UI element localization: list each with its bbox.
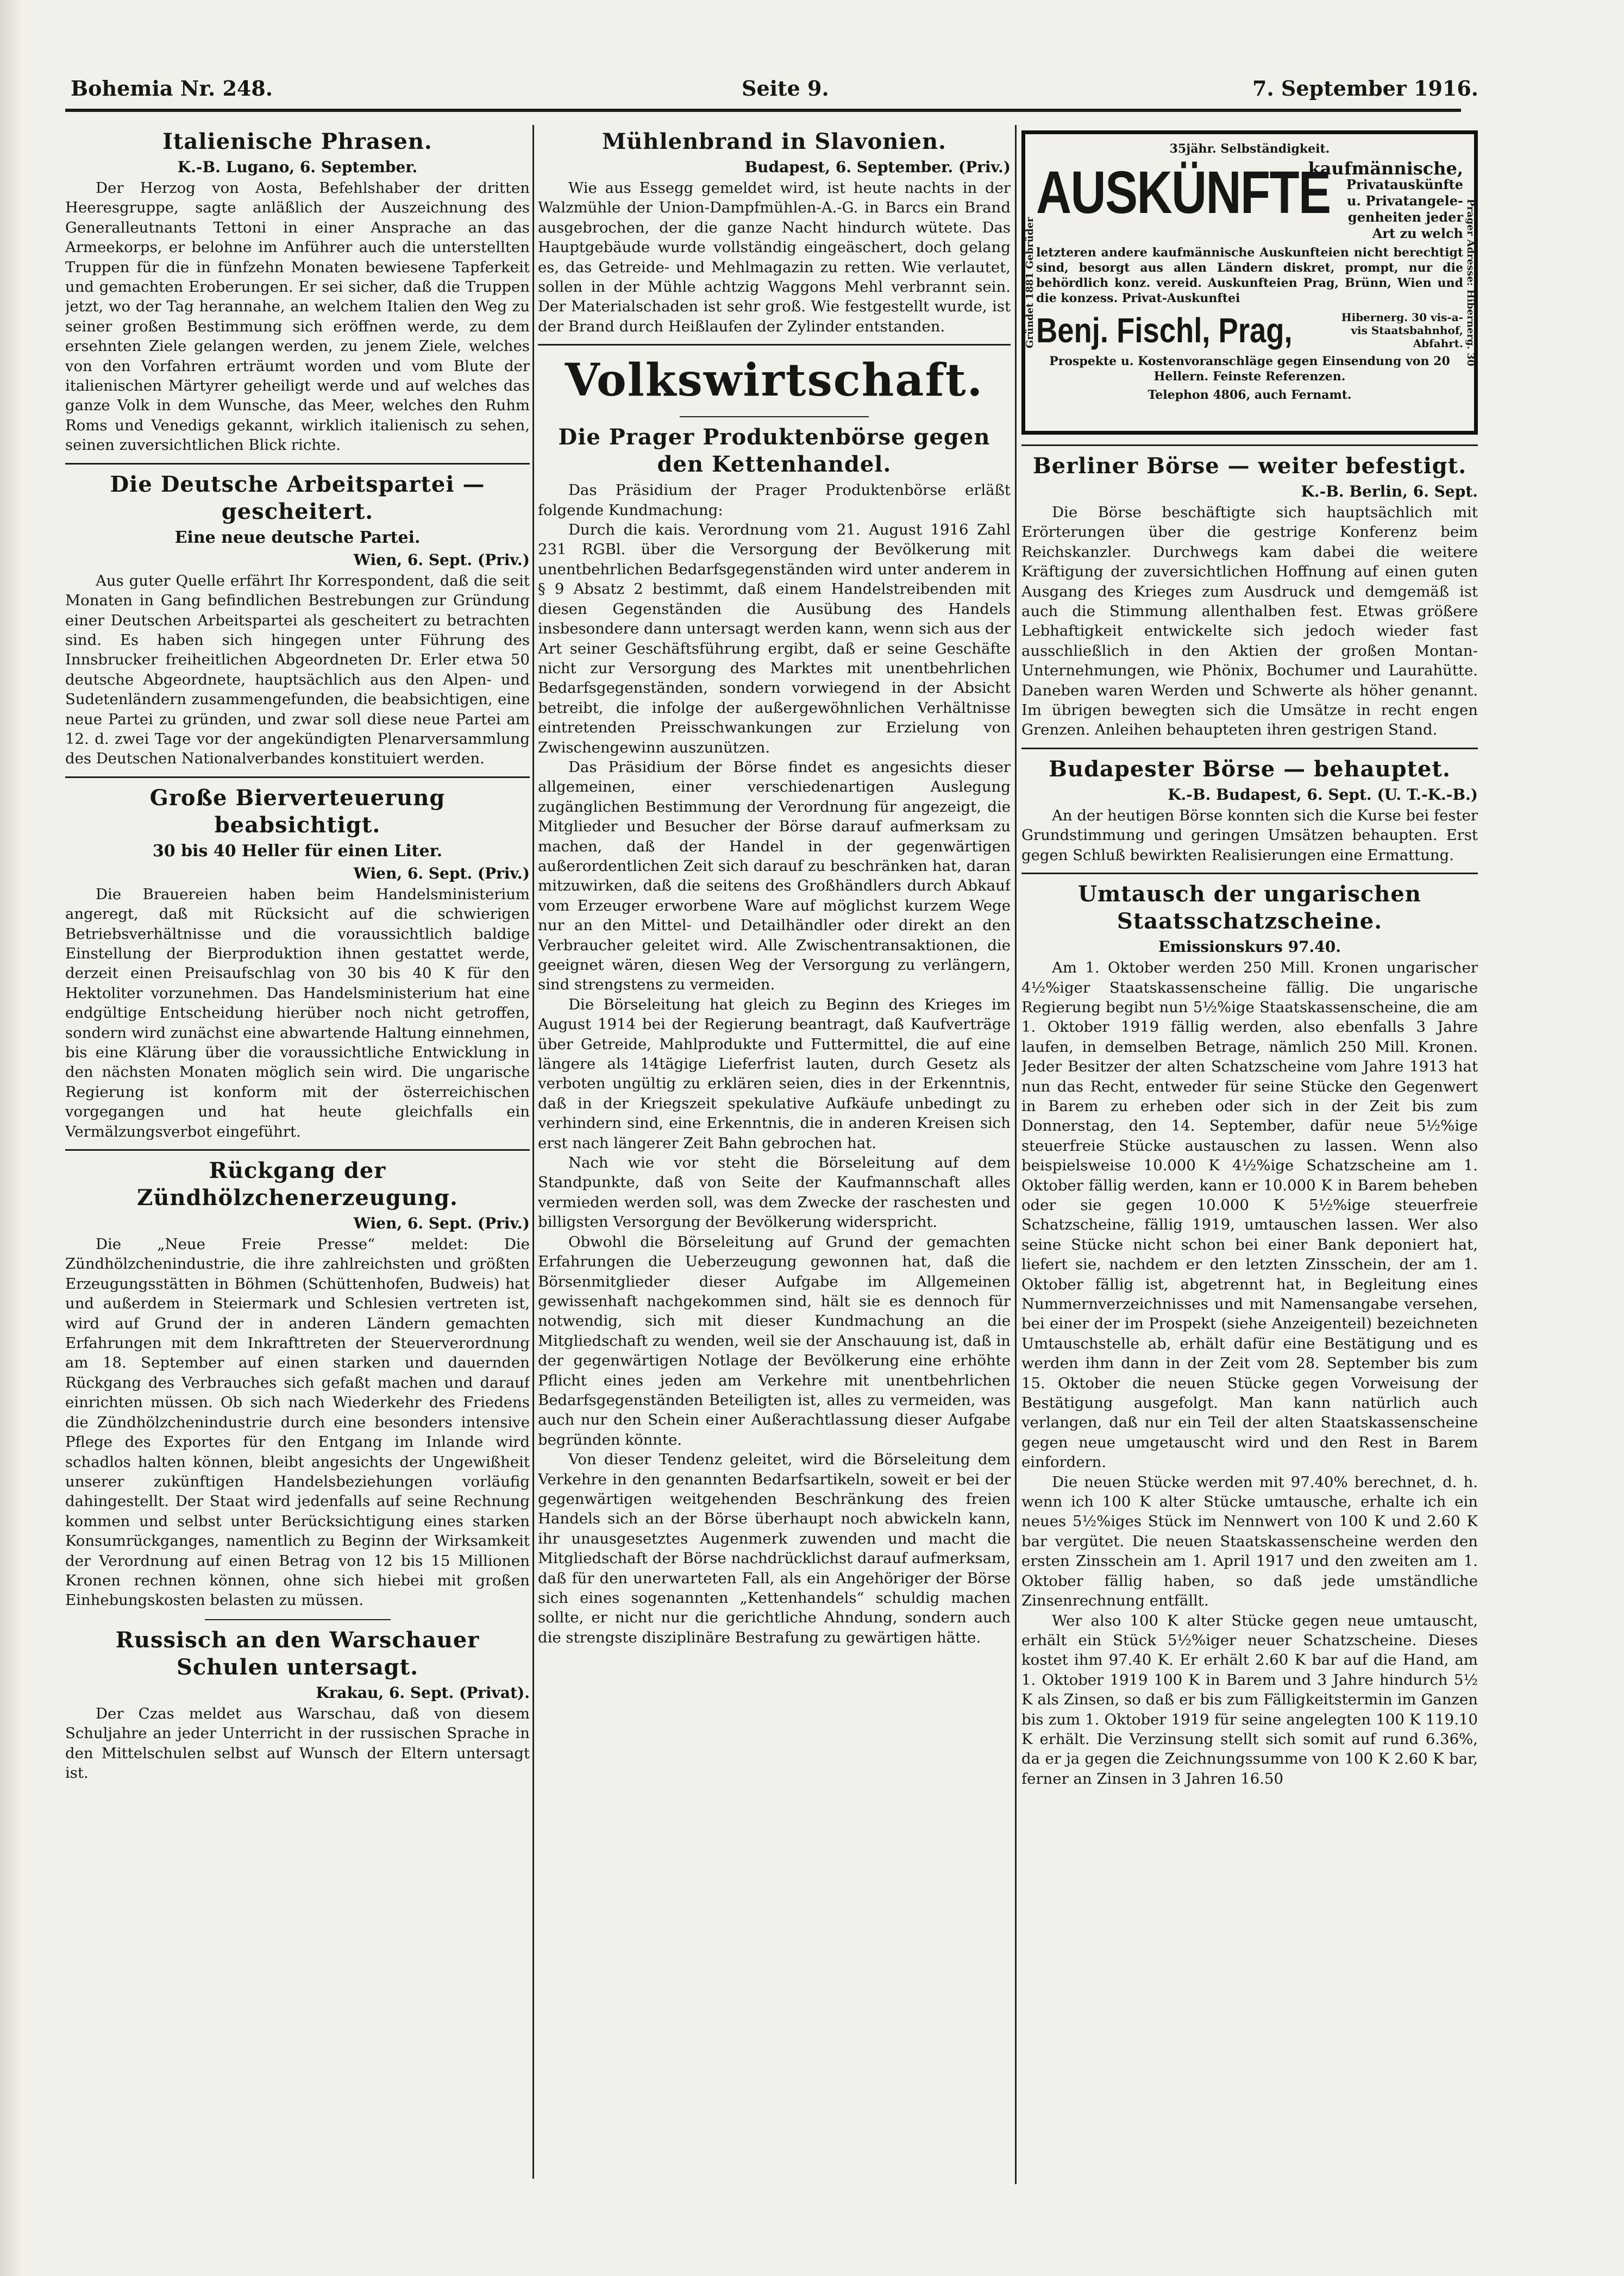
article-dateline: K.-B. Budapest, 6. Sept. (U. T.-K.-B.) — [1168, 785, 1478, 804]
article-paragraph: Die Brauereien haben beim Handelsministerium angeregt, daß mit Rücksicht auf die schwierigen Betriebsverhältnisse und die voraussichtlich baldige Einstellung der Bierproduktion ihnen gestattet werde, derzeit einen Preisaufschlag von 30 bis 40 K für den Hektoliter vorzunehmen. Das Handelsministerium hat eine endgültige Entscheidung hierüber noch nicht getroffen, sondern wird zunächst eine abwartende Haltung einnehmen, bis eine Klärung über die voraussichtliche Entwicklung in den nächsten Monaten möglich sein wird. Die ungarische Regierung ist konform mit der österreichischen vorgegangen und hat heute gleichfalls ein Vermälzungsverbot eingeführt. — [65, 885, 530, 1140]
divider — [205, 1619, 391, 1620]
article-paragraph: Wie aus Essegg gemeldet wird, ist heute nachts in der Walzmühle der Union-Dampfmühlen-A.-G. in Barcs ein Brand ausgebrochen, der die ganze Nacht hindurch wütete. Das Hauptgebäude wurde vollständig eingeäschert, doch gelang es, das Getreide- und Mehlmagazin zu retten. Wie verlautet, sollen in der Mühle achtzig Waggons Mehl verbrannt sein. Der Materialschaden ist sehr groß. Wie festgestellt wurde, ist der Brand durch Heißlaufen der Zylinder entstanden. — [538, 179, 1011, 335]
column-3 — [1021, 125, 1478, 2190]
divider — [538, 344, 1011, 346]
article-title: Berliner Börse — weiter befestigt. — [1032, 453, 1467, 479]
article-paragraph: Wer also 100 K alter Stücke gegen neue umtauscht, erhält ein Stück 5½%iger neuer Schatzscheine. Dieses kostet ihm 97.40 K. Er erhält 2.60 K bar auf die Hand, am 1. Oktober 1919 100 K in Barem und 3 Jahre hindurch 5½ K als Zinsen, so daß er bis zum Fälligkeitstermin im Ganzen bis zum 1. Oktober 1919 für seine angelegten 100 K 119.10 K erhält. Die Verzinsung stellt sich somit auf rund 6.36%, da er ja gegen die Zeichnungssumme von 100 K 2.60 K bar, ferner an Zinsen in 3 Jahren 16.50 — [1021, 1612, 1478, 1788]
article-paragraph: Die neuen Stücke werden mit 97.40% berechnet, d. h. wenn ich 100 K alter Stücke umtausche, erhalte ich ein neues 5½%iges Stück im Nennwert von 100 K und 2.60 K bar vergütet. Die neuen Staatskassenscheine werden den ersten Zinsschein am 1. April 1917 und den zweiten am 1. Oktober fällig haben, so daß jede umständliche Zinsenrechnung entfällt. — [1021, 1473, 1478, 1610]
article-paragraph: Aus guter Quelle erfährt Ihr Korrespondent, daß die seit Monaten in Gang befindlichen Bestrebungen zur Gründung einer Deutschen Arbeitspartei als gescheitert zu betrachten sind. Es haben sich hingegen unter Führung des Innsbrucker freiheitlichen Abgeordneten Dr. Erler etwa 50 deutsche Abgeordnete, hauptsächlich aus den Alpen- und Sudetenländern zusammengefunden, die beabsichtigen, eine neue Partei zu gründen, und zwar soll diese neue Partei am 12. d. zwei Tage vor der angekündigten Plenarversammlung des Deutschen Nationalverbandes konstituiert werden. — [65, 572, 530, 768]
article-dateline: Budapest, 6. September. (Priv.) — [744, 158, 1011, 176]
article-paragraph: Die Börse beschäftigte sich hauptsächlich mit Erörterungen über die gestrige Konferenz beim Reichskanzler. Durchwegs kam dabei die weitere Kräftigung der zuversichtlichen Hoffnung auf einen guten Ausgang des Krieges zum Ausdruck und demgemäß ist auch die Stimmung allenthalben fest. Etwas größere Lebhaftigkeit entwickelte sich jedoch wieder fast ausschließlich in den Aktien der großen Montan-Unternehmungen, wie Phönix, Bochumer und Laurahütte. Daneben waren Werden und Schwerte als höher genannt. Im übrigen bewegten sich die Umsätze in recht engen Grenzen. Anleihen behaupteten ihren gestrigen Stand. — [1021, 504, 1478, 739]
ad-headline: AUSKÜNFTE — [1036, 159, 1331, 226]
header-right: 7. September 1916. — [1252, 76, 1479, 101]
article-muehlenbrand — [538, 128, 1011, 336]
column-1 — [65, 125, 530, 2048]
ad-vertical-text-right: Prager Adresse: Hibernerg. 30 — [1465, 198, 1476, 367]
article-dateline: Wien, 6. Sept. (Priv.) — [353, 1214, 530, 1233]
column-rule-2 — [1015, 125, 1017, 2184]
article-dateline: Krakau, 6. Sept. (Privat). — [316, 1683, 530, 1702]
column-2 — [538, 125, 1011, 2184]
article-arbeitspartei — [65, 471, 530, 769]
divider — [65, 1149, 530, 1151]
section-title-volkswirtschaft: Volkswirtschaft. — [565, 354, 984, 407]
article-title: Umtausch der ungarischen Staatsschatzscheine. — [1078, 881, 1421, 935]
ad-side-line: Privatauskünfte — [1346, 177, 1463, 192]
ad-company-name: Benj. Fischl, Prag, — [1036, 311, 1293, 350]
article-dateline: Emissionskurs 97.40. — [1158, 938, 1341, 956]
article-title: Budapester Börse — behauptet. — [1049, 756, 1451, 782]
article-warschau — [65, 1627, 530, 1783]
divider — [1021, 748, 1478, 749]
article-dateline: Wien, 6. Sept. (Priv.) — [353, 864, 530, 882]
article-paragraph: Von dieser Tendenz geleitet, wird die Börseleitung dem Verkehre in den genannten Bedarfsartikeln, soweit er bei der gegenwärtigen weitgehenden Beschränkung des freien Handels sich an der Börse überhaupt noch abwickeln kann, ihr unausgesetztes Augenmerk zuwenden und macht die Mitgliedschaft der Börse nachdrücklichst darauf aufmerksam, daß für den unerwarteten Fall, als ein Angehöriger der Börse sich eines sogenannten „Kettenhandels“ schuldig machen sollte, er nicht nur die gerichtliche Ahndung, sondern auch die strengste disziplinäre Bestrafung zu gewärtigen hätte. — [538, 1451, 1011, 1646]
article-title: Rückgang der Zündhölzchenerzeugung. — [137, 1158, 458, 1211]
article-produktenboerse — [538, 424, 1011, 1647]
article-dateline: K.-B. Berlin, 6. Sept. — [1301, 482, 1478, 500]
ad-telephone: Telephon 4806, auch Fernamt. — [1148, 388, 1352, 402]
divider — [680, 416, 869, 417]
article-title: Italienische Phrasen. — [162, 129, 432, 154]
ad-side-line: kaufmännische, — [1308, 158, 1463, 179]
divider — [1021, 873, 1478, 874]
article-paragraph: Nach wie vor steht die Börseleitung auf dem Standpunkte, daß von Seite der Kaufmannschaft alles vermieden werden soll, was dem Zwecke der raschesten und billigsten Versorgung der Bevölkerung widerspricht. — [538, 1154, 1011, 1231]
advertisement-auskuenfte — [1021, 130, 1478, 435]
article-paragraph: Die „Neue Freie Presse“ meldet: Die Zündhölzchenindustrie, die ihre zahlreichsten und größten Erzeugungsstätten in Böhmen (Schüttenhofen, Budweis) hat und außerdem in Steiermark und Schlesien vertreten ist, wird auf Grund der in anderen Ländern gemachten Erfahrungen mit dem Inkrafttreten der Steuerverordnung am 18. September auf einen starken und dauernden Rückgang des Verbrauches sich gefaßt machen und darauf einrichten müssen. Ob sich nach Wiederkehr des Friedens die Zündhölzchenindustrie durch eine besonders intensive Pflege des Exportes für den Entgang im Inlande wird schadlos halten können, bleibt angesichts der Ungewißheit unserer zukünftigen Handelsbeziehungen vorläufig dahingestellt. Der Staat wird jedenfalls auf seine Rechnung kommen und selbst unter Berücksichtigung eines starken Konsumrückganges, namentlich zu Beginn der Wirksamkeit der Verordnung auf einen Betrag von 12 bis 15 Millionen Kronen rechnen können, ohne sich hiebei mit großen Einhebungskosten belasten zu müssen. — [65, 1236, 530, 1609]
divider — [65, 463, 530, 465]
ad-side-line: u. Privatangele- — [1347, 193, 1463, 209]
article-title: Die Prager Produktenbörse gegen den Kettenhandel. — [558, 424, 990, 478]
article-paragraph: Das Präsidium der Prager Produktenbörse erläßt folgende Kundmachung: — [538, 481, 1011, 519]
article-title: Die Deutsche Arbeitspartei — gescheitert. — [110, 471, 485, 524]
article-paragraph: Am 1. Oktober werden 250 Mill. Kronen ungarischer 4½%iger Staatskassenscheine fällig. Die ungarische Regierung begibt nun 5½%ige Staatskassenscheine, die am 1. Oktober 1919 fällig werden, also ebenfalls 3 Jahre laufen, in demselben Betrage, nämlich 250 Mill. Kronen. Jeder Besitzer der alten Schatzscheine vom Jahre 1913 hat nun das Recht, entweder für seine Stücke den Gegenwert in Barem zu erheben oder sich in der Zeit bis zum Donnerstag, den 14. September, dafür neue 5½%ige steuerfreie Stücke austauschen zu lassen. Wenn also beispielsweise 10.000 K 4½%ige Schatzscheine am 1. Oktober fällig werden, kann er 10.000 K in Barem beheben oder sie gegen 10.000 K 5½%ige steuerfreie Schatzscheine, fällig 1919, umtauschen lassen. Wer also seine Stücke nicht schon bei einer Bank deponiert hat, liefert sie, nachdem er den letzten Zinsschein, der am 1. Oktober fällig ist, abgetrennt hat, in Begleitung eines Nummernverzeichnisses und mit Namensangabe versehen, bei einer der im Prospekt (siehe Anzeigenteil) bezeichneten Umtauschstelle ab, erhält dafür eine Bestätigung und es werden ihm dann in der Zeit vom 28. September bis zum 15. Oktober die neuen Stücke gegen Vorweisung der Bestätigung ausgefolgt. Man kann natürlich auch verlangen, daß nur ein Teil der alten Staatskassenscheine gegen neue umgetauscht wird und den Rest in Barem einfordern. — [1021, 959, 1478, 1471]
ad-side-line: genheiten jeder — [1347, 209, 1463, 225]
ad-address: Hibernerg. 30 vis-a-vis Staatsbahnhof, Abfahrt. — [1341, 311, 1463, 350]
article-bierverteuerung — [65, 785, 530, 1142]
ad-body: letzteren andere kaufmännische Auskunfteien nicht berechtigt sind, besorgt aus allen Ländern diskret, prompt, nur die behördlich konz. vereid. Auskunfteien Prag, Brünn, Wien und die konzess. Privat-Auskunftei — [1036, 246, 1463, 305]
page-binding-shadow — [0, 0, 22, 2276]
article-subtitle: Eine neue deutsche Partei. — [174, 528, 421, 547]
divider — [1021, 444, 1478, 446]
article-paragraph: Obwohl die Börseleitung auf Grund der gemachten Erfahrungen die Ueberzeugung gewonnen hat, daß die Börsenmitglieder dieser Aufgabe im Allgemeinen gewissenhaft nachgekommen sind, hält sie es dennoch für notwendig, sich mit dieser Kundmachung an die Mitgliedschaft zu wenden, weil sie der Anschauung ist, daß in der gegenwärtigen Notlage der Bevölkerung eine erhöhte Pflicht eines jeden am Verkehre mit unentbehrlichen Bedarfsgegenständen Beteiligten ist, alles zu vermeiden, was auch nur den Schein einer Außerachtlassung dieser Aufgabe begründen könnte. — [538, 1233, 1011, 1449]
article-subtitle: 30 bis 40 Heller für einen Liter. — [152, 841, 443, 861]
ad-vertical-text-left: Gründet 1881 Gebrüder — [1024, 217, 1036, 348]
article-dateline: Wien, 6. Sept. (Priv.) — [353, 550, 530, 569]
article-title: Mühlenbrand in Slavonien. — [602, 129, 946, 154]
ad-name-row — [1036, 310, 1463, 350]
ad-headline-row — [1036, 160, 1463, 242]
ad-footer: Prospekte u. Kostenvoranschläge gegen Einsendung von 20 Hellern. Feinste Referenzen. — [1049, 354, 1450, 384]
article-paragraph: Der Herzog von Aosta, Befehlshaber der dritten Heeresgruppe, sagte anläßlich der Auszeichnung des Generalleutnants Tettoni in einer Ansprache an das Armeekorps, er belohne im Anführer auch die unterstellten Truppen für die in fünfzehn Monaten bewiesene Tapferkeit und gemachten Eroberungen. Er sei sicher, daß die Truppen jetzt, wo der Tag herannahe, an welchem Italien den Weg zu seiner großen Bestimmung sich eröffnen werde, zu dem ersehnten Ziele gelangen werden, zu jenem Ziele, welches von den Vorfahren erträumt worden und vom Blute der italienischen Märtyrer geheiligt werde und auf welches das ganze Volk in dem Wunsche, das Meer, welches den Ruhm Roms und Venedigs gekannt, wirklich italienisch zu sehen, seinen zuversichtlichen Blick richte. — [65, 179, 530, 454]
header-left: Bohemia Nr. 248. — [71, 76, 273, 101]
ad-top-line: 35jähr. Selbständigkeit. — [1169, 142, 1330, 156]
article-zuendhoelzchen — [65, 1157, 530, 1610]
article-paragraph: Die Börseleitung hat gleich zu Beginn des Krieges im August 1914 bei der Regierung beantragt, daß Kaufverträge über Getreide, Mahlprodukte und Futtermittel, die auf eine längere als 14tägige Lieferfrist lauten, durch Gesetz als verboten ungültig zu erklären seien, dies in der Erkenntnis, daß in der Kriegszeit spekulative Aufkäufe unbedingt zu verhindern sind, eine Erkenntnis, die in anderen Kreisen sich erst nach längerer Zeit Bahn gebrochen hat. — [538, 995, 1011, 1152]
divider — [65, 776, 530, 778]
column-rule-1 — [532, 125, 534, 2179]
article-title: Große Bierverteuerung beabsichtigt. — [149, 785, 446, 838]
ad-side-line: Art zu welch — [1372, 225, 1463, 241]
article-title: Russisch an den Warschauer Schulen untersagt. — [115, 1627, 480, 1680]
article-dateline: K.-B. Lugano, 6. September. — [177, 158, 418, 176]
header-center: Seite 9. — [742, 76, 829, 101]
article-paragraph: Das Präsidium der Börse findet es angesichts dieser allgemeinen, einer verschiedenartigen Auslegung zugänglichen Bestimmung der Verordnung für angezeigt, die Mitglieder und Besucher der Börse darauf aufmerksam zu machen, daß der Handel in der gegenwärtigen außerordentlichen Zeit sich darauf zu beschränken hat, daran mitzuwirken, daß die seitens des Großhändlers durch Abkauf vom Erzeuger erworbene Ware auf möglichst kurzem Wege nur an den Mittel- und Detailhändler oder direkt an den Verbraucher geleitet wird. Alle Zwischentransaktionen, die geeignet wären, diesen Weg der Versorgung zu verlängern, sind strengstens zu vermeiden. — [538, 758, 1011, 994]
header-rule — [65, 109, 1461, 112]
article-italienische-phrasen — [65, 128, 530, 455]
article-staatsschatzscheine — [1021, 881, 1478, 1789]
article-paragraph: Der Czas meldet aus Warschau, daß von diesem Schuljahre an jeder Unterricht in der russischen Sprache in den Mittelschulen selbst auf Wunsch der Eltern untersagt ist. — [65, 1704, 530, 1782]
article-berliner-boerse — [1021, 453, 1478, 740]
article-paragraph: An der heutigen Börse konnten sich die Kurse bei fester Grundstimmung und geringen Umsätzen behaupten. Erst gegen Schluß bewirkten Realisierungen eine Ermattung. — [1021, 806, 1478, 864]
article-budapester-boerse — [1021, 756, 1478, 865]
article-paragraph: Durch die kais. Verordnung vom 21. August 1916 Zahl 231 RGBl. über die Versorgung der Bevölkerung mit unentbehrlichen Bedarfsgegenständen wird unter anderem in § 9 Absatz 2 bestimmt, daß einem Handelstreibenden mit diesen Gegenständen die Ausübung des Handels insbesondere dann untersagt werden kann, wenn sich aus der Art seiner Geschäftsführung ergibt, daß er seine Geschäfte nicht zur Versorgung des Marktes mit unentbehrlichen Bedarfsgegenständen, sondern vorwiegend in der Absicht betreibt, die infolge der außergewöhnlichen Verhältnisse eintretenden Preisschwankungen zur Erzielung von Zwischengewinn auszunützen. — [538, 521, 1011, 756]
